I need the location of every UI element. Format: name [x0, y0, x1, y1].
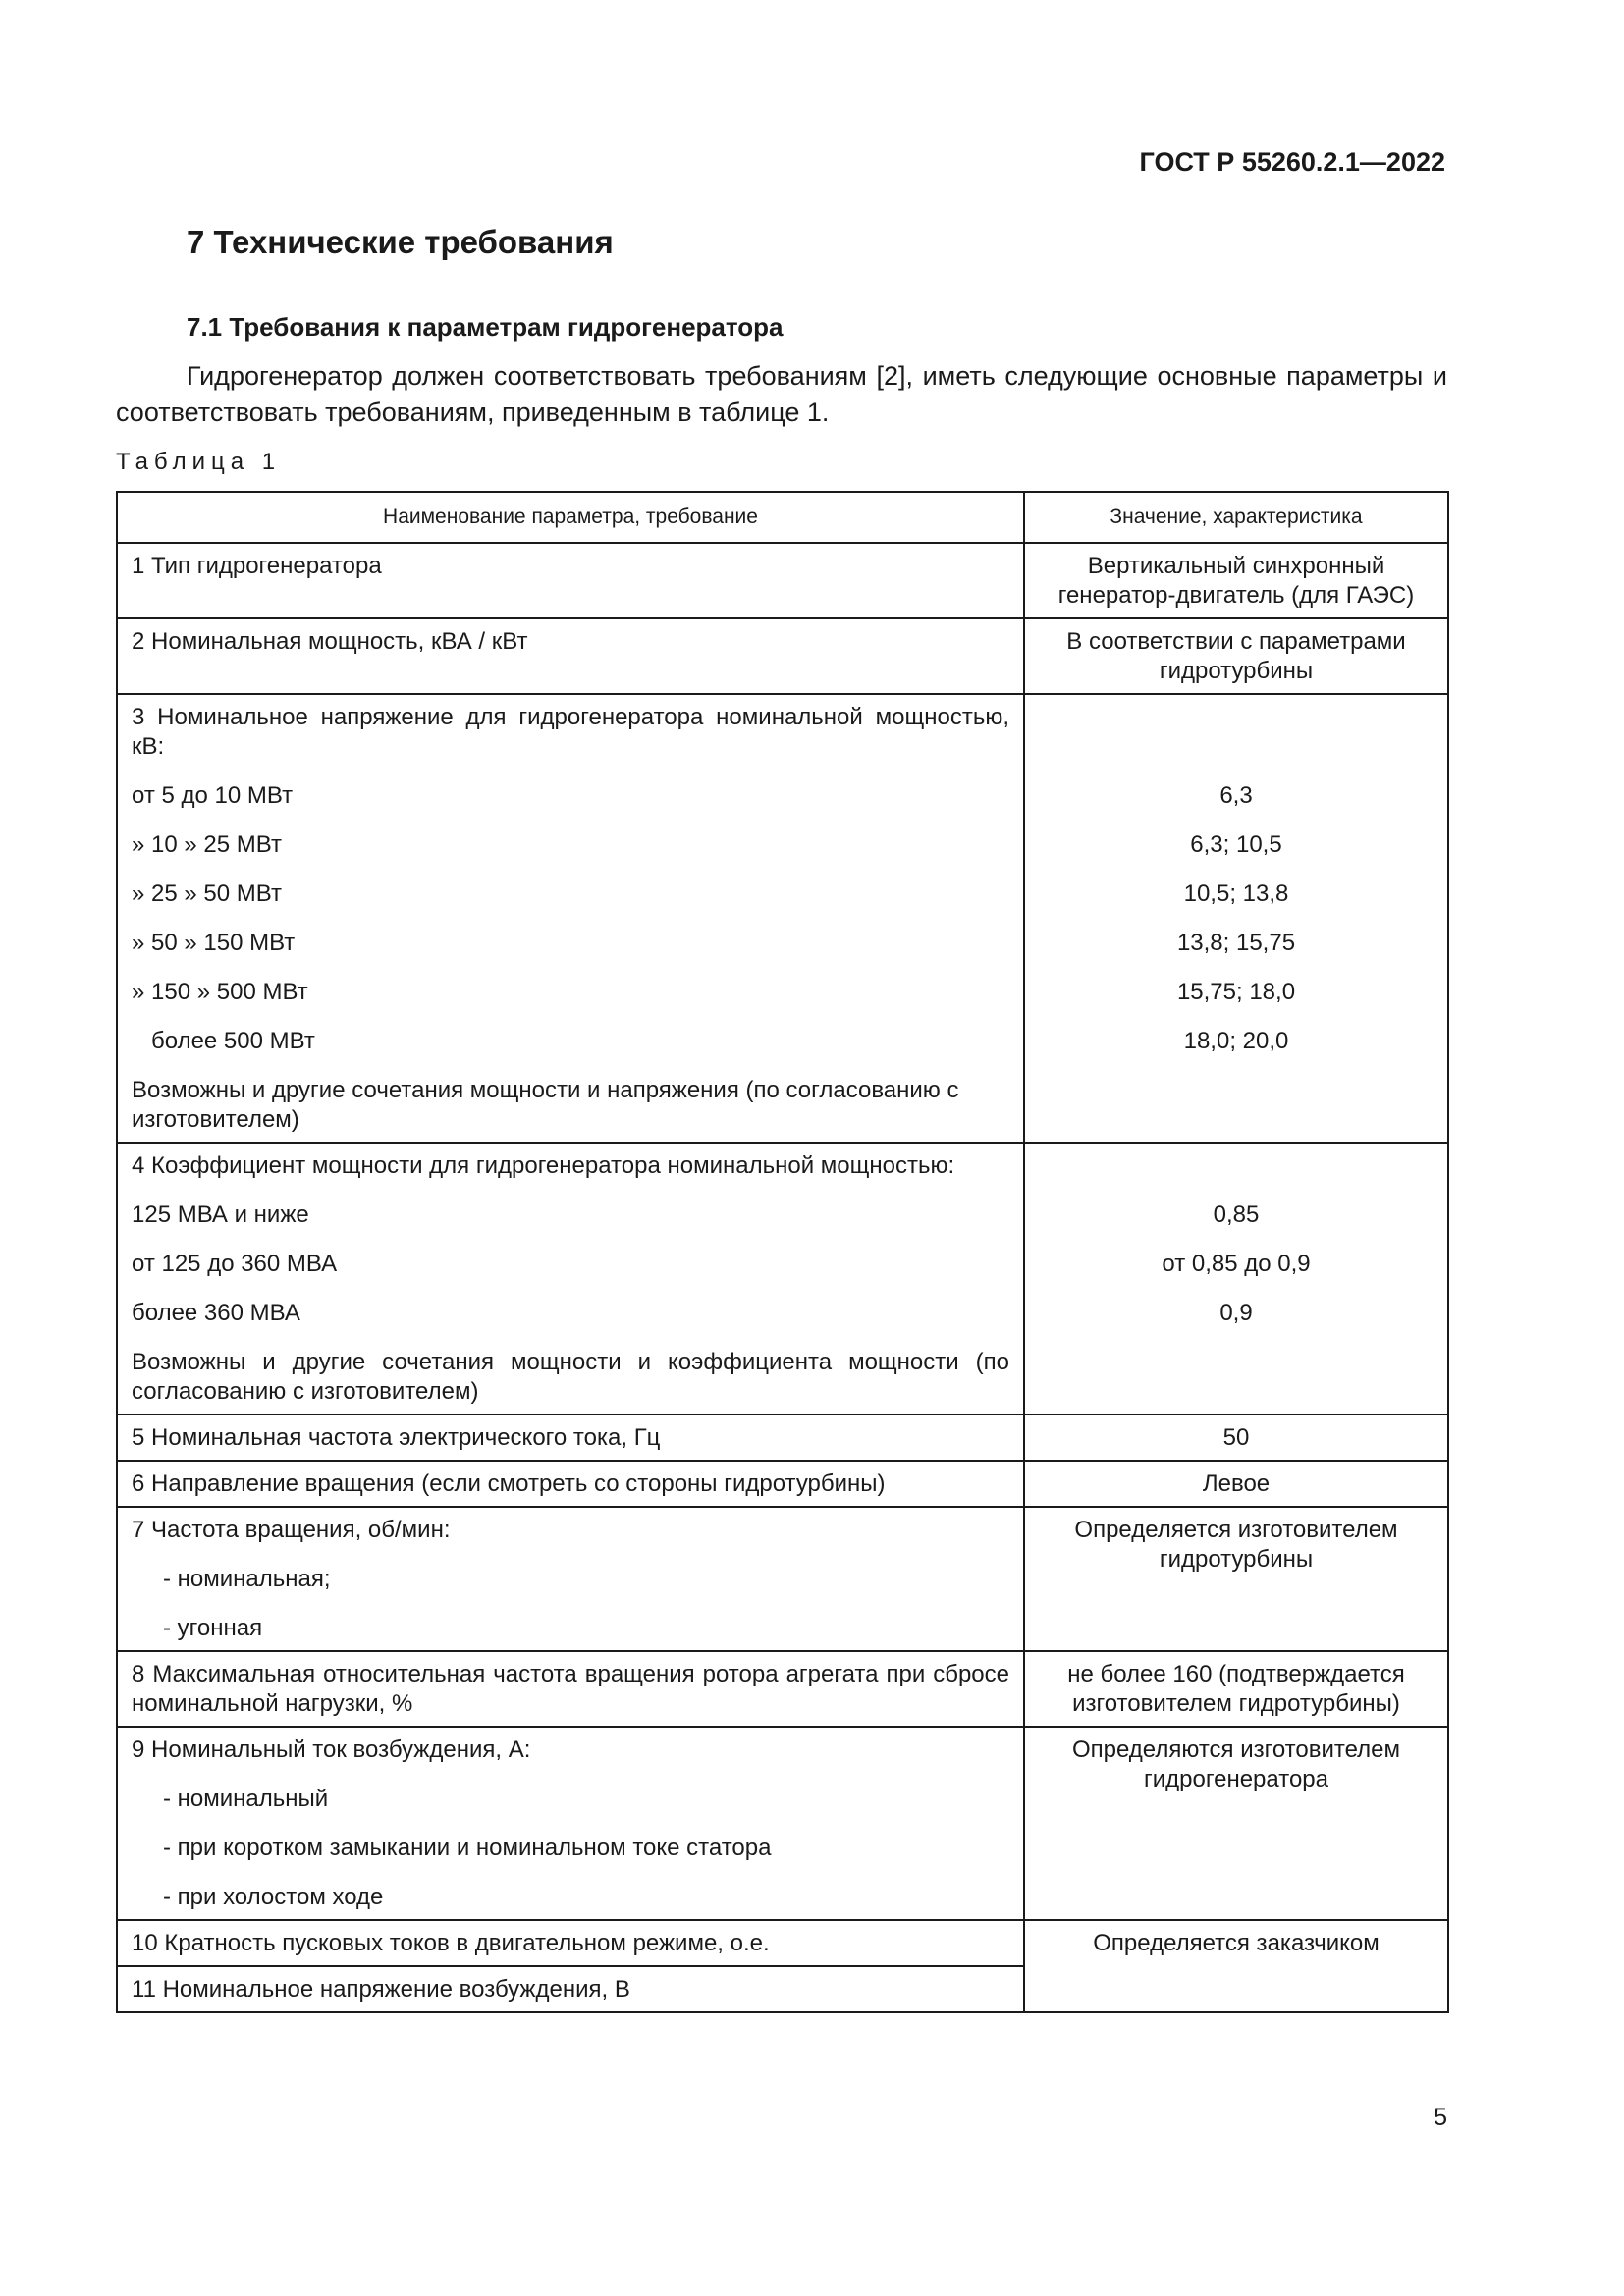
- page-number: 5: [1434, 2104, 1447, 2131]
- row1-name: 1 Тип гидрогенератора: [117, 543, 1024, 618]
- row4-item-value: 0,85: [1213, 1201, 1260, 1228]
- row6-value: Левое: [1024, 1461, 1448, 1507]
- row7-value: [1024, 1507, 1448, 1651]
- row2-value-line2: гидротурбины: [1159, 658, 1314, 684]
- row8-value: [1024, 1651, 1448, 1727]
- table-header-row: [117, 492, 1448, 543]
- row4-name: [117, 1143, 1024, 1415]
- table-row: [117, 1920, 1448, 1966]
- row2-name: 2 Номинальная мощность, кВА / кВт: [117, 618, 1024, 694]
- row2-value: [1024, 618, 1448, 694]
- table-caption: Таблица 1: [116, 449, 282, 475]
- row6-name: 6 Направление вращения (если смотреть со стороны гидротурбины): [117, 1461, 1024, 1507]
- row3-values: [1024, 694, 1448, 1143]
- row1-value-line1: Вертикальный синхронный: [1087, 553, 1385, 579]
- row4-title: 4 Коэффициент мощности для гидрогенератора номинальной мощностью:: [132, 1152, 955, 1179]
- row7-item: - угонная: [163, 1615, 263, 1641]
- header-value: Значение, характеристика: [1024, 492, 1448, 543]
- row4-item-label: 125 МВА и ниже: [132, 1201, 309, 1228]
- table-row: [117, 618, 1448, 694]
- table-row: [117, 1507, 1448, 1651]
- row9-name: [117, 1727, 1024, 1920]
- row1-value: [1024, 543, 1448, 618]
- row9-value: [1024, 1727, 1448, 1920]
- row4-item-value: 0,9: [1219, 1300, 1253, 1326]
- row3-title: 3 Номинальное напряжение для гидрогенератора номинальной мощностью, кВ:: [132, 704, 1009, 760]
- row3-item-value: 6,3: [1219, 782, 1253, 809]
- row3-item-value: 15,75; 18,0: [1176, 979, 1296, 1005]
- row3-item-value: 18,0; 20,0: [1183, 1028, 1289, 1054]
- row10-11-value: Определяется заказчиком: [1024, 1920, 1448, 2012]
- row9-item: - при коротком замыкании и номинальном токе статора: [163, 1835, 772, 1861]
- document-code: ГОСТ Р 55260.2.1—2022: [1139, 147, 1445, 177]
- row9-title: 9 Номинальный ток возбуждения, А:: [132, 1736, 531, 1763]
- table-row: [117, 543, 1448, 618]
- row3-item-value: 10,5; 13,8: [1183, 881, 1289, 907]
- row1-value-line2: генератор-двигатель (для ГАЭС): [1057, 582, 1415, 609]
- table-row: [117, 1143, 1448, 1415]
- row5-value: 50: [1024, 1415, 1448, 1461]
- row8-value-line1: не более 160 (подтверждается: [1067, 1661, 1405, 1687]
- row8-value-line2: изготовителем гидротурбины): [1072, 1690, 1400, 1717]
- row4-item-label: более 360 МВА: [132, 1300, 300, 1326]
- row3-item-label: » 50 » 150 МВт: [132, 930, 296, 956]
- table-row: [117, 1415, 1448, 1461]
- row8-name: 8 Максимальная относительная частота вращения ротора агрегата при сбросе номинальной нагрузки, %: [117, 1651, 1024, 1727]
- table-row: [117, 1651, 1448, 1727]
- row7-value-line2: гидротурбины: [1159, 1546, 1314, 1573]
- row3-note: Возможны и другие сочетания мощности и напряжения (по согласованию с изготовителем): [132, 1077, 959, 1133]
- section-title: 7 Технические требования: [187, 224, 614, 260]
- subsection-title: 7.1 Требования к параметрам гидрогенератора: [187, 312, 784, 342]
- row7-value-line1: Определяется изготовителем: [1074, 1517, 1398, 1543]
- table-row: [117, 1727, 1448, 1920]
- row4-values: [1024, 1143, 1448, 1415]
- row3-item-value: 13,8; 15,75: [1176, 930, 1296, 956]
- row3-name: [117, 694, 1024, 1143]
- row11-name: 11 Номинальное напряжение возбуждения, В: [117, 1966, 1024, 2012]
- row3-item-label: от 5 до 10 МВт: [132, 782, 294, 809]
- row4-item-label: от 125 до 360 МВА: [132, 1251, 338, 1277]
- row7-name: [117, 1507, 1024, 1651]
- table-row: [117, 694, 1448, 1143]
- row9-item: - при холостом ходе: [163, 1884, 384, 1910]
- row7-title: 7 Частота вращения, об/мин:: [132, 1517, 451, 1543]
- row4-item-value: от 0,85 до 0,9: [1162, 1251, 1311, 1277]
- row3-item-label: » 25 » 50 МВт: [132, 881, 282, 907]
- row3-item-value: 6,3; 10,5: [1190, 831, 1282, 858]
- row3-item-label: » 150 » 500 МВт: [132, 979, 308, 1005]
- row2-value-line1: В соответствии с параметрами: [1066, 628, 1406, 655]
- table-row: [117, 1461, 1448, 1507]
- intro-paragraph: Гидрогенератор должен соответствовать требованиям [2], иметь следующие основные параметры и соответствовать требованиям, приведенным в таблице 1.: [116, 361, 1447, 427]
- row3-item-label: более 500 МВт: [151, 1028, 315, 1054]
- row9-value-line1: Определяются изготовителем: [1071, 1736, 1401, 1763]
- row4-note: Возможны и другие сочетания мощности и коэффициента мощности (по согласованию с изготовителем): [132, 1349, 1009, 1405]
- row3-item-label: » 10 » 25 МВт: [132, 831, 282, 858]
- row9-value-line2: гидрогенератора: [1144, 1766, 1328, 1792]
- row9-item: - номинальный: [163, 1786, 329, 1812]
- header-parameter: Наименование параметра, требование: [117, 492, 1024, 543]
- parameters-table: [116, 491, 1449, 2013]
- row7-item: - номинальная;: [163, 1566, 331, 1592]
- row10-name: 10 Кратность пусковых токов в двигательном режиме, о.е.: [117, 1920, 1024, 1966]
- row5-name: 5 Номинальная частота электрического тока, Гц: [117, 1415, 1024, 1461]
